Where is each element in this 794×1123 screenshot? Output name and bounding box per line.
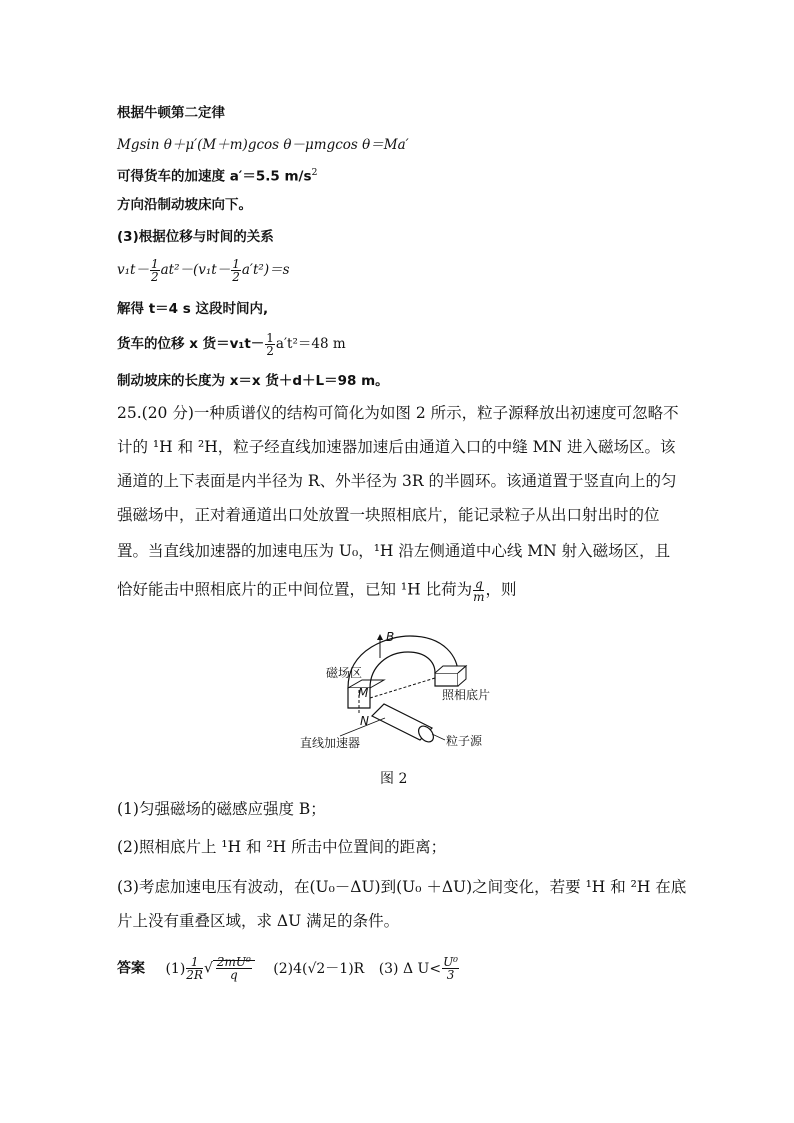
text-line-step3: (3)根据位移与时间的关系 — [117, 229, 274, 245]
half-den-2: 2 — [232, 270, 240, 284]
answer-1-fraction — [186, 956, 203, 981]
label-m: M — [358, 686, 369, 700]
question-2: (2)照相底片上 ¹H 和 ²H 所击中位置间的距离； — [117, 838, 447, 856]
answer-1-den: 2R — [186, 968, 203, 982]
eq-part-c: a′t²)＝s — [241, 262, 290, 278]
truck-disp-a: 货车的位移 x 货＝v₁t－ — [117, 336, 265, 352]
question-1: (1)匀强磁场的磁感应强度 B； — [117, 800, 326, 818]
question-3-line-2: 片上没有重叠区域，求 ΔU 满足的条件。 — [117, 912, 400, 930]
problem-line-6 — [117, 578, 687, 603]
problem-line-1: 25.(20 分)一种质谱仪的结构可简化为如图 2 所示，粒子源释放出初速度可忽略不 — [117, 404, 679, 422]
half-fraction-2 — [231, 258, 241, 283]
answer-2: (2)4(√2－1)R — [273, 960, 365, 977]
answer-3-num: U⁰ — [443, 955, 458, 969]
label-particle-source: 粒子源 — [446, 734, 483, 748]
answer-label: 答案 — [117, 960, 145, 977]
label-n: N — [360, 714, 369, 728]
answer-3-prefix: (3) Δ U< — [378, 960, 442, 977]
answer-1-radicand — [213, 955, 255, 982]
half-fraction — [150, 258, 160, 283]
half-den-3: 2 — [266, 344, 274, 358]
film-plate — [435, 673, 458, 686]
problem-line-6-text: 恰好能击中照相底片的正中间位置，已知 ¹H 比荷为 — [117, 580, 473, 599]
answer-1-prefix: (1) — [165, 960, 186, 977]
truck-disp-b: a′t²＝48 m — [275, 336, 346, 352]
answer-line — [117, 956, 460, 981]
text-line-acceleration — [117, 164, 318, 186]
b-arrow-head — [377, 634, 383, 640]
mass-spectrometer-figure — [300, 628, 500, 758]
question-3-line-1: (3)考虑加速电压有波动，在(U₀－ΔU)到(U₀ ＋ΔU)之间变化，若要 ¹H 和 ²H 在底 — [117, 878, 687, 896]
answer-1-radical-fraction — [216, 956, 252, 981]
answer-3-den: 3 — [446, 968, 455, 982]
answer-3-fraction — [442, 956, 459, 981]
sqrt-sign-icon: √ — [203, 960, 213, 977]
problem-line-4: 强磁场中，正对着通道出口处放置一块照相底片，能记录粒子从出口射出时的位 — [117, 506, 660, 524]
equation-force: Mgsin θ＋μ′(M＋m)gcos θ－μmgcos θ＝Ma′ — [117, 137, 409, 153]
answer-1-rad-den: q — [230, 968, 238, 982]
text-line-bed-length: 制动坡床的长度为 x＝x 货＋d＋L＝98 m。 — [117, 373, 389, 389]
label-field-region: 磁场区 — [326, 666, 363, 680]
answer-1-rad-num: 2mU⁰ — [216, 955, 251, 969]
label-film: 照相底片 — [442, 688, 491, 702]
label-b: B — [386, 630, 395, 644]
problem-line-3: 通道的上下表面是内半径为 R、外半径为 3R 的半圆环。该通道置于竖直向上的匀 — [117, 472, 677, 490]
half-num-2: 1 — [232, 257, 240, 271]
acceleration-exponent: 2 — [311, 167, 318, 178]
ratio-den: m — [473, 590, 485, 604]
text-line-truck-displacement — [117, 332, 346, 357]
problem-line-2: 计的 ¹H 和 ²H，粒子经直线加速器加速后由通道入口的中缝 MN 进入磁场区。该 — [117, 438, 676, 456]
figure-caption: 图 2 — [380, 771, 408, 787]
eq-part-b: at²－(v₁t－ — [160, 262, 231, 278]
problem-line-6-end: ，则 — [485, 580, 517, 599]
text-line-solve: 解得 t＝4 s 这段时间内, — [117, 301, 269, 317]
label-accelerator: 直线加速器 — [300, 736, 361, 750]
text-line-direction: 方向沿制动坡床向下。 — [117, 197, 252, 213]
ratio-num: q — [474, 577, 483, 591]
half-fraction-3 — [265, 332, 275, 357]
half-den: 2 — [150, 270, 159, 284]
equation-displacement — [117, 258, 290, 283]
answer-1-num: 1 — [186, 956, 203, 969]
problem-line-5: 置。当直线加速器的加速电压为 U₀，¹H 沿左侧通道中心线 MN 射入磁场区，且 — [117, 542, 671, 560]
eq-part-a: v₁t－ — [117, 262, 149, 278]
center-line — [370, 678, 435, 698]
half-num-3: 1 — [266, 331, 274, 345]
charge-mass-ratio — [473, 578, 484, 603]
acceleration-text: 可得货车的加速度 a′＝5.5 m/s — [117, 168, 312, 185]
text-line-newton: 根据牛顿第二定律 — [117, 105, 225, 121]
half-num: 1 — [150, 257, 159, 271]
